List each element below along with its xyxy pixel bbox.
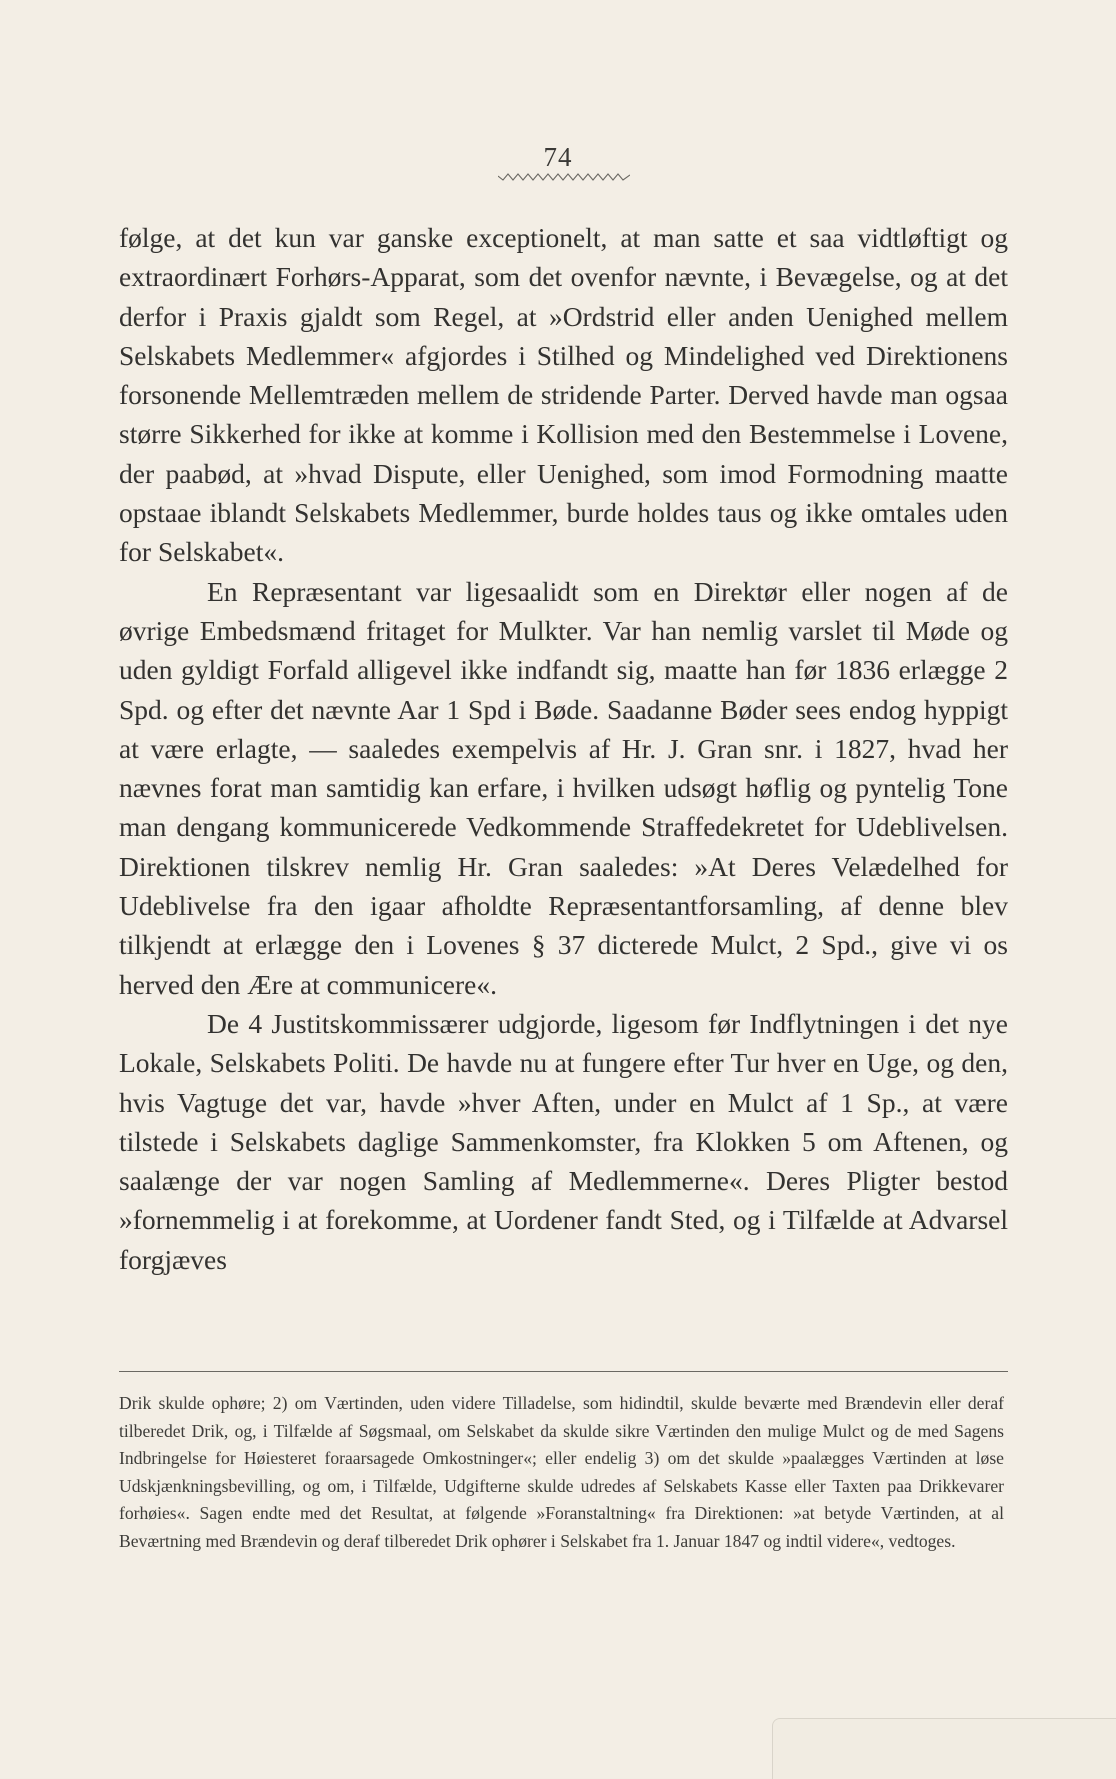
footnote-text: Drik skulde ophøre; 2) om Værtinden, uden videre Tilladelse, som hidindtil, skulde beværte med Brændevin eller deraf tilberedet Drik, og, i Tilfælde af Søgsmaal, om Selskabet da skulde sikre Værtinden den mulige Mulct og de med Sagens Indbringelse for Høiesteret foraarsagede Omkostninger«; eller endelig 3) om det skulde »paalægges Værtinden at løse Udskjænkningsbevilling, og om, i Tilfælde, Udgifterne skulde udredes af Selskabets Kasse eller Taxten paa Drikkevarer forhøies«. Sagen endte med det Resultat, at følgende »Foranstaltning« fra Direktionen: »at betyde Værtinden, at al Beværtning med Brændevin og deraf tilberedet Drik ophører i Selskabet fra 1. Januar 1847 og indtil videre«, vedtoges. <box>119 1393 1004 1551</box>
page-corner-shadow <box>772 1718 1116 1779</box>
footnote-divider <box>119 1371 1008 1372</box>
page-number: 74 <box>543 142 573 172</box>
wavy-ornament-icon <box>498 172 630 182</box>
main-text <box>119 218 1008 1279</box>
paragraph: De 4 Justitskommissærer udgjorde, ligesom før Indflytningen i det nye Lokale, Selskabets Politi. De havde nu at fungere efter Tur hver en Uge, og den, hvis Vagtuge det var, havde »hver Aften, under en Mulct af 1 Sp., at være tilstede i Selskabets daglige Sammenkomster, fra Klokken 5 om Aftenen, og saalænge der var nogen Samling af Medlemmerne«. Deres Pligter bestod »fornemmelig i at forekomme, at Uordener fandt Sted, og i Tilfælde at Advarsel forgjæves <box>119 1007 1008 1275</box>
paragraph: følge, at det kun var ganske exceptionelt, at man satte et saa vidtløftigt og extraordinært Forhørs-Apparat, som det ovenfor nævnte, i Bevægelse, og at det derfor i Praxis gjaldt som Regel, at »Ordstrid eller anden Uenighed mellem Selskabets Medlemmer« afgjordes i Stilhed og Mindelighed ved Direktionens forsonende Mellemtræden mellem de stridende Parter. Derved havde man ogsaa større Sikkerhed for ikke at komme i Kollision med den Bestemmelse i Lovene, der paabød, at »hvad Dispute, eller Uenighed, som imod Formodning maatte opstaae iblandt Selskabets Medlemmer, burde holdes taus og ikke omtales uden for Selskabet«. <box>119 222 1008 568</box>
paragraph: En Repræsentant var ligesaalidt som en Direktør eller nogen af de øvrige Embedsmænd fritaget for Mulkter. Var han nemlig varslet til Møde og uden gyldigt Forfald alligevel ikke indfandt sig, maatte han før 1836 erlægge 2 Spd. og efter det nævnte Aar 1 Spd i Bøde. Saadanne Bøder sees endog hyppigt at være erlagte, — saaledes exempelvis af Hr. J. Gran snr. i 1827, hvad her nævnes forat man samtidig kan erfare, i hvilken udsøgt høflig og pyntelig Tone man dengang kommunicerede Vedkommende Straffedekretet for Udeblivelsen. Direktionen tilskrev nemlig Hr. Gran saaledes: »At Deres Velædelhed for Udeblivelse fra den igaar afholdte Repræsentantforsamling, af denne blev tilkjendt at erlægge den i Lovenes § 37 dicterede Mulct, 2 Spd., give vi os herved den Ære at communicere«. <box>119 575 1008 1000</box>
footnote <box>119 1390 1004 1555</box>
